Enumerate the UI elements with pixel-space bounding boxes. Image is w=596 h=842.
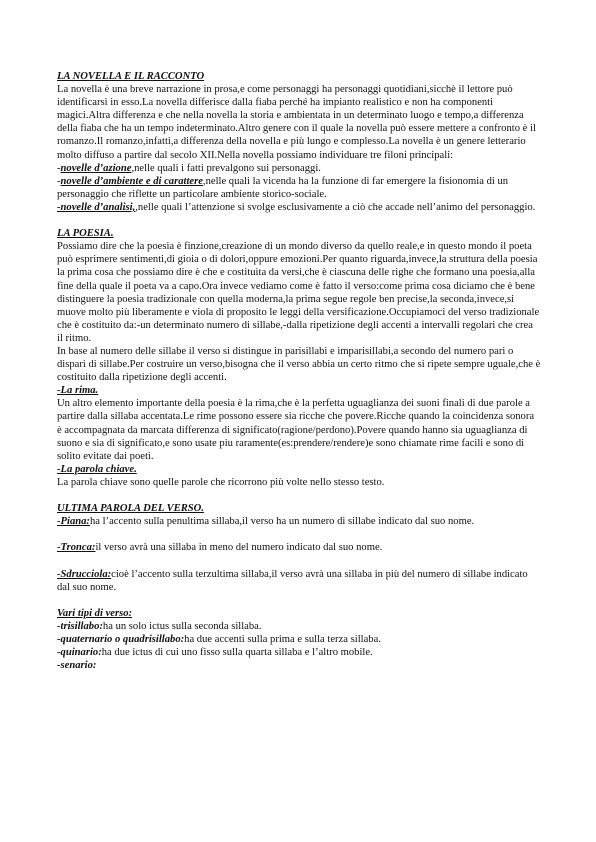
spacer <box>57 528 541 541</box>
section-title-novella: LA NOVELLA E IL RACCONTO <box>57 71 205 82</box>
tipo-text: ha un solo ictus sulla seconda sillaba. <box>102 620 262 632</box>
section-novella <box>57 70 541 214</box>
poesia-paragraph-2: In base al numero delle sillabe il verso si distingue in parisillabi e imparisillabi,a secondo del numero pari o dispari di sillabe.Per costruire un verso,bisogna che il verso abbia un certo ritmo che si ripete sempre uguale,che è costituito dalla ripetizione degli accenti. <box>57 345 541 384</box>
tronca-definition <box>57 541 541 554</box>
tronca-term: -Tronca: <box>57 542 96 554</box>
tronca-text: il verso avrà una sillaba in meno del numero indicato dal suo nome. <box>95 542 383 554</box>
item-term: -novelle d’analisi, <box>57 201 136 213</box>
item-prefix: - <box>57 162 61 174</box>
spacer <box>57 554 541 567</box>
tipo-text: ha due ictus di cui uno fisso sulla quarta sillaba e l’altro mobile. <box>101 647 373 659</box>
section-title-ultima: ULTIMA PAROLA DEL VERSO. <box>57 503 204 515</box>
document-page <box>57 70 541 672</box>
spacer <box>57 214 541 227</box>
item-term: novelle d’ambiente e di carattere <box>60 175 203 187</box>
novella-intro: La novella è una breve narrazione in prosa,e come personaggi ha personaggi quotidiani,sicchè il lettore può identificarsi in esso.La novella differisce dalla fiaba perché ha impianto realistico e non ha componenti magici.Altra differenza e che nella novella la storia e ambientata in un determinato luogo e tempo,a differenza della fiaba che ha un tempo indeterminato.Altro genere con il quale la novella può essere mettere a confronto è il romanzo.Il romanzo,infatti,a differenza della novella e più lungo e complesso.La novella è un genere letterario molto diffuso a partire dal secolo XII.Nella novella possiamo individuare tre filoni principali: <box>57 84 536 161</box>
spacer <box>57 594 541 607</box>
tipo-text: ha due accenti sulla prima e sulla terza sillaba. <box>184 634 381 646</box>
tipo-term: -trisillabo: <box>57 620 103 632</box>
rima-paragraph: Un altro elemento importante della poesia è la rima,che è la perfetta uguaglianza dei suoni finali di due parole a partire dalla sillaba accentata.Le rime possono essere sia ricche che povere.Ricche quando la coincidenza sonora è accompagnata da marcata differenza di significato(ragione/perdono).Povere quando hanno sia uguaglianza di suono e sia di significato,e sono usate piu raramente(es:prendere/rendere)e sono chiamate rime facili e sono di solito evitate dai poeti. <box>57 398 535 462</box>
item-text: ,nelle quali la vicenda ha la funzione di far emergere la fisionomia di un personaggio che riflette un particolare ambiente storico-sociale. <box>57 175 509 200</box>
tipo-term: -senario: <box>57 660 97 672</box>
tipo-verso-item <box>57 646 541 659</box>
item-term: novelle d’azione <box>60 162 132 174</box>
novella-item-ambiente <box>57 175 541 201</box>
sdrucciola-term: -Sdrucciola: <box>57 568 112 580</box>
piana-term: -Piana: <box>57 516 90 528</box>
tipo-verso-item <box>57 620 541 633</box>
rima-title: -La rima. <box>57 385 99 397</box>
section-title-poesia: LA POESIA. <box>57 228 114 240</box>
tipo-verso-item <box>57 633 541 646</box>
sdrucciola-text: cioè l’accento sulla terzultima sillaba,il verso avrà una sillaba in più del numero di sillabe indicato dal suo nome. <box>57 568 528 593</box>
item-text: ,nelle quali l’attenzione si svolge esclusivamente a ciò che accade nell’animo del personaggio. <box>135 201 536 213</box>
poesia-paragraph-1: Possiamo dire che la poesia è finzione,creazione di un mondo diverso da quello reale,e in questo mondo il poeta può esprimere sentimenti,di gioia o di dolori,oppure emozioni.Per quanto riguarda,invece,la struttura della poesia la prima cosa che possiamo dire è che e costituita da versi,che è ciascuna delle righe che formano una poesia,alla fine della quale il poeta va a capo.Ora invece vediamo come è fatto il verso:come prima cosa diciamo che è bene distinguere la poesia tradizionale con quella moderna,la prima segue regole ben precise,la seconda,invece,si muove molto più liberamente e viola di proposito le leggi della versificazione.Occupiamoci del verso tradizionale che è costituito da:-un determinato numero di sillabe,-dalla ripetizione degli accenti a intervalli regolari che crea il ritmo. <box>57 241 540 344</box>
tipo-verso-item <box>57 659 541 672</box>
piana-text: ha l’accento sulla penultima sillaba,il verso ha un numero di sillabe indicato dal suo nome. <box>89 516 475 528</box>
tipo-term: -quaternario o quadrisillabo: <box>57 634 185 646</box>
item-prefix: - <box>57 175 61 187</box>
section-tipi-verso <box>57 607 541 672</box>
sdrucciola-definition <box>57 568 541 594</box>
item-text: ,nelle quali i fatti prevalgono sui personaggi. <box>131 162 321 174</box>
piana-definition <box>57 515 541 528</box>
novella-item-analisi <box>57 201 541 214</box>
section-ultima-parola <box>57 502 541 594</box>
tipo-term: -quinario: <box>57 647 102 659</box>
parola-chiave-title: -La parola chiave. <box>57 463 137 475</box>
parola-chiave-paragraph: La parola chiave sono quelle parole che ricorrono più volte nello stesso testo. <box>57 476 385 488</box>
novella-item-azione <box>57 162 541 175</box>
section-poesia <box>57 227 541 489</box>
section-title-tipi: Vari tipi di verso: <box>57 607 133 619</box>
spacer <box>57 489 541 502</box>
